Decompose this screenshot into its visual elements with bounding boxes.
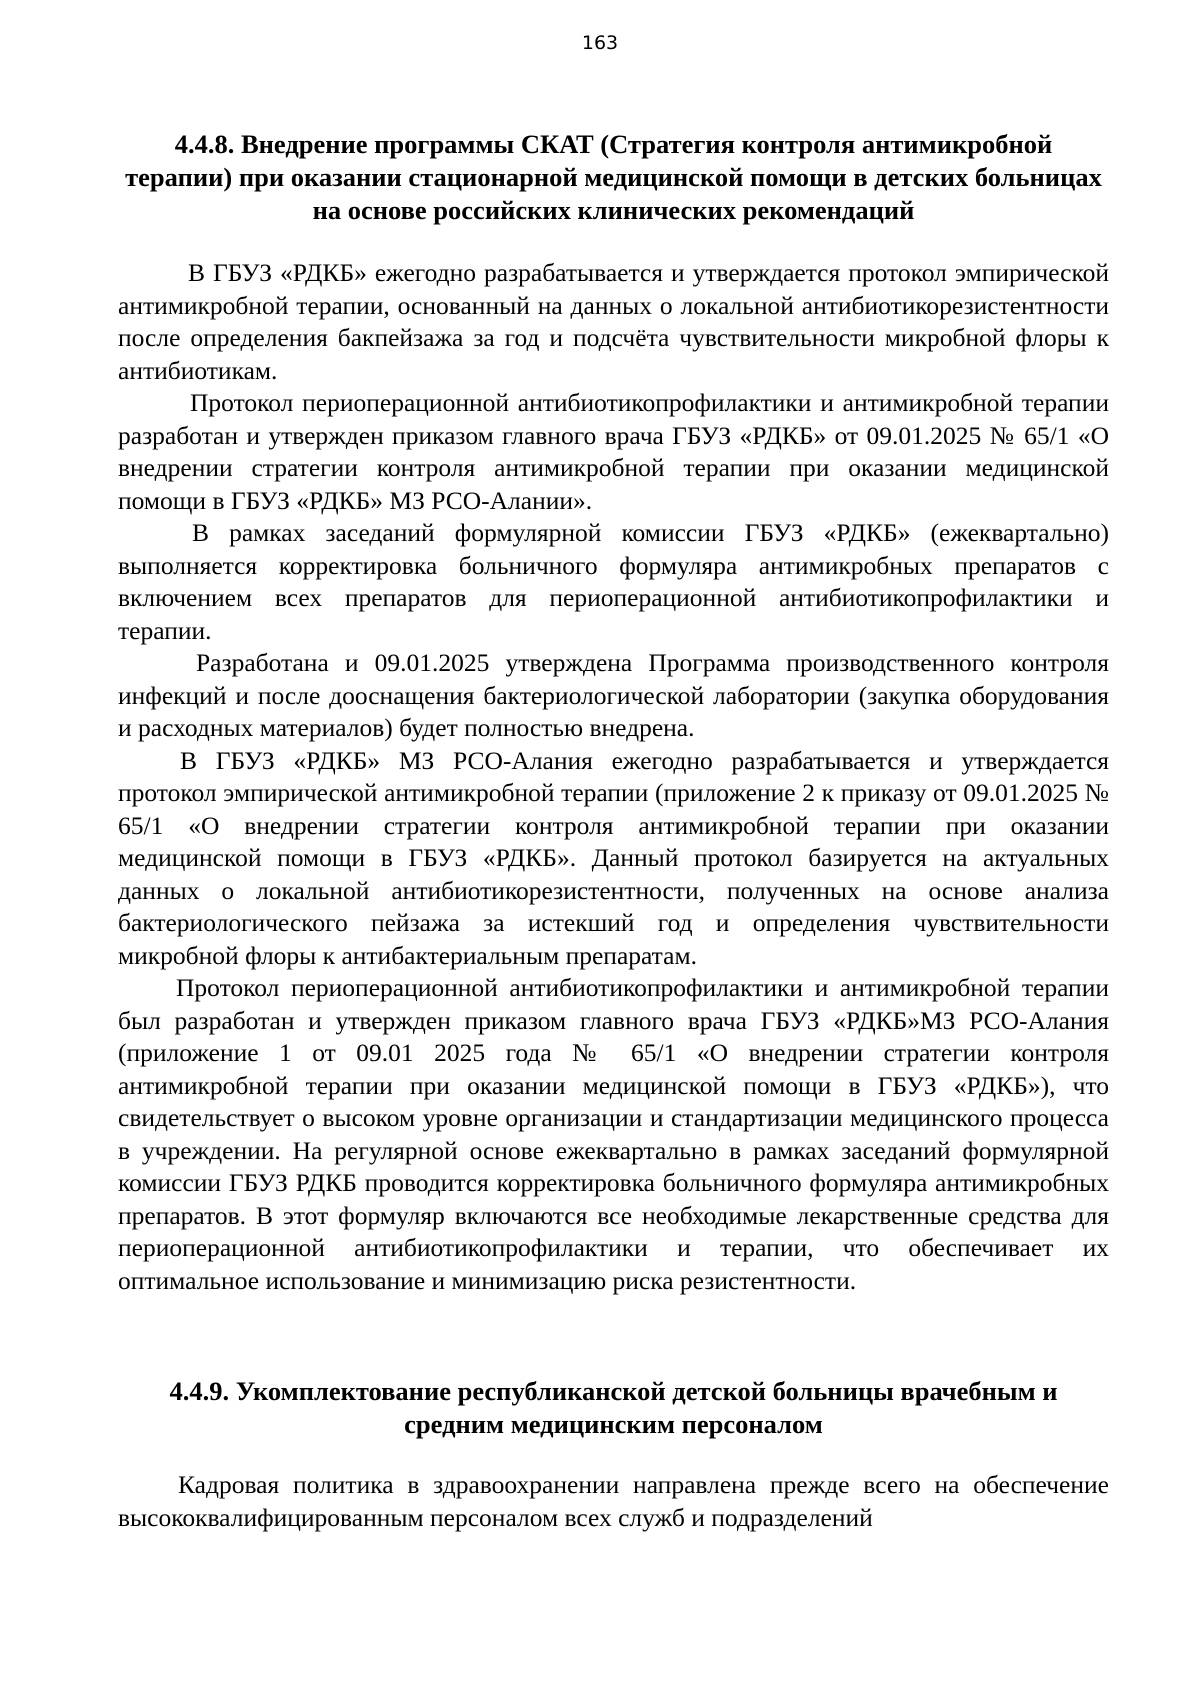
section-heading-4-4-9: 4.4.9. Укомплектование республиканской детской больницы врачебным и средним медицинским персоналом [169,1376,1058,1439]
section-heading-4-4-8: 4.4.8. Внедрение программы СКАТ (Стратегия контроля антимикробной терапии) при оказании стационарной медицинской помощи в детских больницах на основе российских клинических рекомендаций [125,129,1102,225]
paragraph: Кадровая политика в здравоохранении направлена прежде всего на обеспечение высококвалифицированным персоналом всех служб и подразделений [118,1470,1109,1532]
page-number: 163 [581,32,619,54]
section-body-4-4-9 [118,1469,1109,1534]
paragraph: В ГБУЗ «РДКБ» МЗ РСО-Алания ежегодно разрабатывается и утверждается протокол эмпирической антимикробной терапии (приложение 2 к приказу от 09.01.2025 № 65/1 «О внедрении стратегии контроля антимикробной терапии при оказании медицинской помощи в ГБУЗ «РДКБ». Данный протокол базируется на актуальных данных о локальной антибиотикорезистентности, полученных на основе анализа бактериологического пейзажа за истекший год и определения чувствительности микробной флоры к антибактериальным препаратам. [118,745,1109,970]
document-body [118,128,1109,1534]
paragraph: Протокол периоперационной антибиотикопрофилактики и антимикробной терапии был разработан и утвержден приказом главного врача ГБУЗ «РДКБ»МЗ РСО-Алания (приложение 1 от 09.01 2025 года № 65/1 «О внедрении стратегии контроля антимикробной терапии при оказании медицинской помощи в ГБУЗ «РДКБ»), что свидетельствует о высоком уровне организации и стандартизации медицинского процесса в учреждении. На регулярной основе ежеквартально в рамках заседаний формулярной комиссии ГБУЗ РДКБ проводится корректировка больничного формуляра антимикробных препаратов. В этот формуляр включаются все необходимые лекарственные средства для периоперационной антибиотикопрофилактики и терапии, что обеспечивает их оптимальное использование и минимизацию риска резистентности. [118,973,1109,1295]
paragraph: Разработана и 09.01.2025 утверждена Программа производственного контроля инфекций и после дооснащения бактериологической лаборатории (закупка оборудования и расходных материалов) будет полностью внедрена. [118,648,1109,742]
paragraph: В ГБУЗ «РДКБ» ежегодно разрабатывается и утверждается протокол эмпирической антимикробной терапии, основанный на данных о локальной антибиотикорезистентности после определения бакпейзажа за год и подсчёта чувствительности микробной флоры к антибиотикам. [118,258,1109,385]
paragraph: В рамках заседаний формулярной комиссии ГБУЗ «РДКБ» (ежеквартально) выполняется корректировка больничного формуляра антимикробных препаратов с включением всех препаратов для периоперационной антибиотикопрофилактики и терапии. [118,518,1109,645]
section-body-4-4-8 [118,257,1109,1297]
paragraph: Протокол периоперационной антибиотикопрофилактики и антимикробной терапии разработан и утвержден приказом главного врача ГБУЗ «РДКБ» от 09.01.2025 № 65/1 «О внедрении стратегии контроля антимикробной терапии при оказании медицинской помощи в ГБУЗ «РДКБ» МЗ РСО-Алании». [118,388,1109,515]
